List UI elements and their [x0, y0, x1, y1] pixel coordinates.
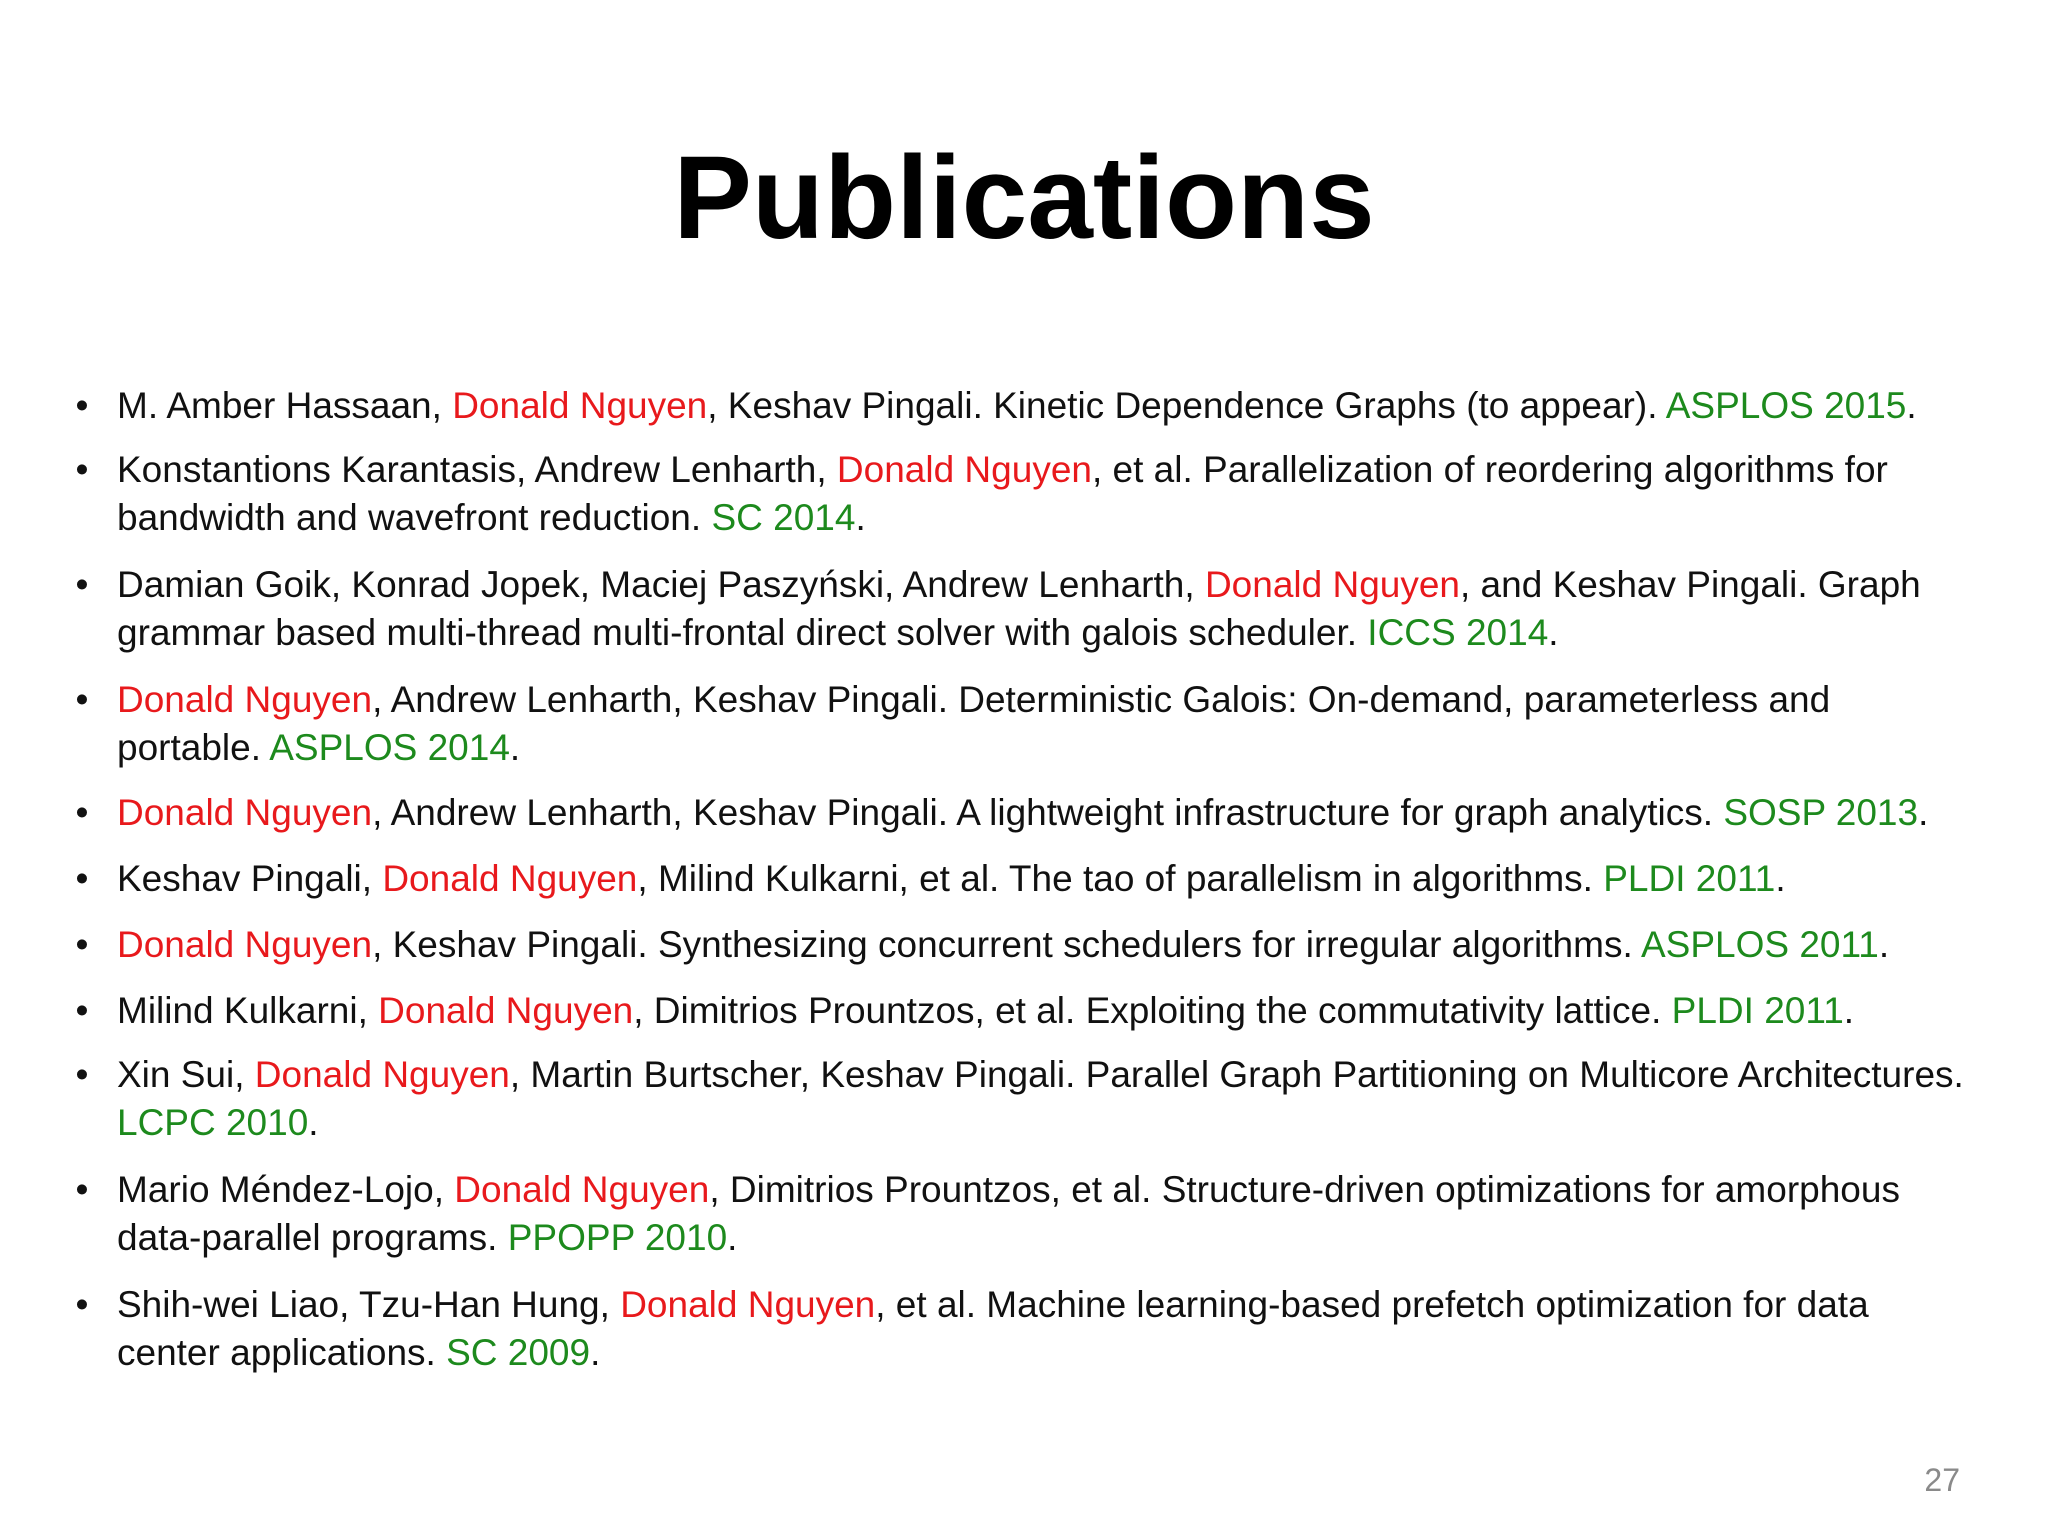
pub-venue: PLDI 2011 [1671, 990, 1844, 1031]
bullet-icon: • [75, 990, 89, 1031]
pub-end: . [509, 727, 521, 768]
bullet-icon: • [75, 1284, 89, 1325]
bullet-icon: • [75, 679, 89, 720]
pub-end: . [1548, 612, 1559, 653]
pub-authors-before: M. Amber Hassaan, [117, 385, 453, 426]
pub-end: . [1918, 792, 1929, 833]
pub-highlight-author: Donald Nguyen [620, 1284, 876, 1325]
publication-item [75, 676, 1977, 772]
pub-highlight-author: Donald Nguyen [452, 385, 708, 426]
publication-item [75, 789, 1977, 837]
pub-venue: ICCS 2014 [1367, 612, 1549, 653]
bullet-icon: • [75, 1169, 89, 1210]
pub-venue: PLDI 2011 [1603, 858, 1776, 899]
pub-text: , Andrew Lenharth, Keshav Pingali. A lightweight infrastructure for graph analytics. [372, 792, 1724, 833]
pub-authors-before: Milind Kulkarni, [117, 990, 379, 1031]
pub-highlight-author: Donald Nguyen [117, 924, 373, 965]
pub-highlight-author: Donald Nguyen [117, 679, 373, 720]
pub-authors-before: Keshav Pingali, [117, 858, 383, 899]
pub-venue: ASPLOS 2014 [269, 727, 510, 768]
pub-end: . [1775, 858, 1786, 899]
pub-text: , et al. Parallelization of reordering algorithms for bandwidth and wavefront reduction. [117, 449, 1888, 538]
pub-authors-before: Shih-wei Liao, Tzu-Han Hung, [117, 1284, 621, 1325]
publication-item [75, 382, 1977, 430]
bullet-icon: • [75, 858, 89, 899]
bullet-icon: • [75, 1054, 89, 1095]
pub-end: . [1878, 924, 1890, 965]
pub-highlight-author: Donald Nguyen [1204, 564, 1460, 605]
pub-venue: PPOPP 2010 [507, 1217, 728, 1258]
pub-venue: ASPLOS 2011 [1640, 924, 1879, 965]
slide-title: Publications [673, 132, 1375, 264]
pub-text: , Martin Burtscher, Keshav Pingali. Parallel Graph Partitioning on Multicore Architectures. [509, 1054, 1964, 1095]
pub-authors-before: Konstantions Karantasis, Andrew Lenharth, [117, 449, 837, 490]
pub-highlight-author: Donald Nguyen [454, 1169, 710, 1210]
publication-item [75, 561, 1977, 657]
pub-authors-before: Xin Sui, [117, 1054, 255, 1095]
bullet-icon: • [75, 924, 89, 965]
pub-venue: SC 2014 [711, 497, 856, 538]
pub-text: , et al. Machine learning-based prefetch optimization for data center applications. [117, 1284, 1869, 1373]
publication-item [75, 1281, 1977, 1377]
pub-end: . [855, 497, 866, 538]
pub-text: , Dimitrios Prountzos, et al. Structure-driven optimizations for amorphous data-parallel programs. [117, 1169, 1900, 1258]
pub-venue: ASPLOS 2015 [1665, 385, 1907, 426]
pub-text: , Dimitrios Prountzos, et al. Exploiting the commutativity lattice. [633, 990, 1672, 1031]
pub-highlight-author: Donald Nguyen [382, 858, 638, 899]
pub-venue: SC 2009 [446, 1332, 591, 1373]
pub-highlight-author: Donald Nguyen [254, 1054, 510, 1095]
pub-highlight-author: Donald Nguyen [117, 792, 373, 833]
page-number: 27 [1924, 1462, 1960, 1498]
bullet-icon: • [75, 792, 89, 833]
pub-text: , Keshav Pingali. Synthesizing concurrent schedulers for irregular algorithms. [372, 924, 1641, 965]
publication-item [75, 987, 1977, 1035]
pub-highlight-author: Donald Nguyen [378, 990, 634, 1031]
pub-venue: LCPC 2010 [117, 1102, 309, 1143]
pub-venue: SOSP 2013 [1723, 792, 1919, 833]
publication-item [75, 446, 1977, 542]
pub-end: . [590, 1332, 601, 1373]
bullet-icon: • [75, 385, 89, 426]
publication-item [75, 1051, 1977, 1147]
pub-text: , Keshav Pingali. Kinetic Dependence Graphs (to appear). [707, 385, 1666, 426]
pub-authors-before: Mario Méndez-Lojo, [117, 1169, 455, 1210]
publication-item [75, 921, 1977, 969]
bullet-icon: • [75, 449, 89, 490]
pub-end: . [1906, 385, 1917, 426]
pub-authors-before: Damian Goik, Konrad Jopek, Maciej Paszyński, Andrew Lenharth, [117, 564, 1205, 605]
bullet-icon: • [75, 564, 89, 605]
pub-text: , and Keshav Pingali. Graph grammar based multi-thread multi-frontal direct solver with galois scheduler. [117, 564, 1921, 653]
publication-item [75, 855, 1977, 903]
pub-end: . [1843, 990, 1855, 1031]
pub-end: . [727, 1217, 738, 1258]
pub-end: . [308, 1102, 319, 1143]
pub-text: , Milind Kulkarni, et al. The tao of parallelism in algorithms. [637, 858, 1604, 899]
pub-text: , Andrew Lenharth, Keshav Pingali. Deterministic Galois: On-demand, parameterless and portable. [117, 679, 1831, 768]
pub-highlight-author: Donald Nguyen [836, 449, 1092, 490]
publication-item [75, 1166, 1977, 1262]
